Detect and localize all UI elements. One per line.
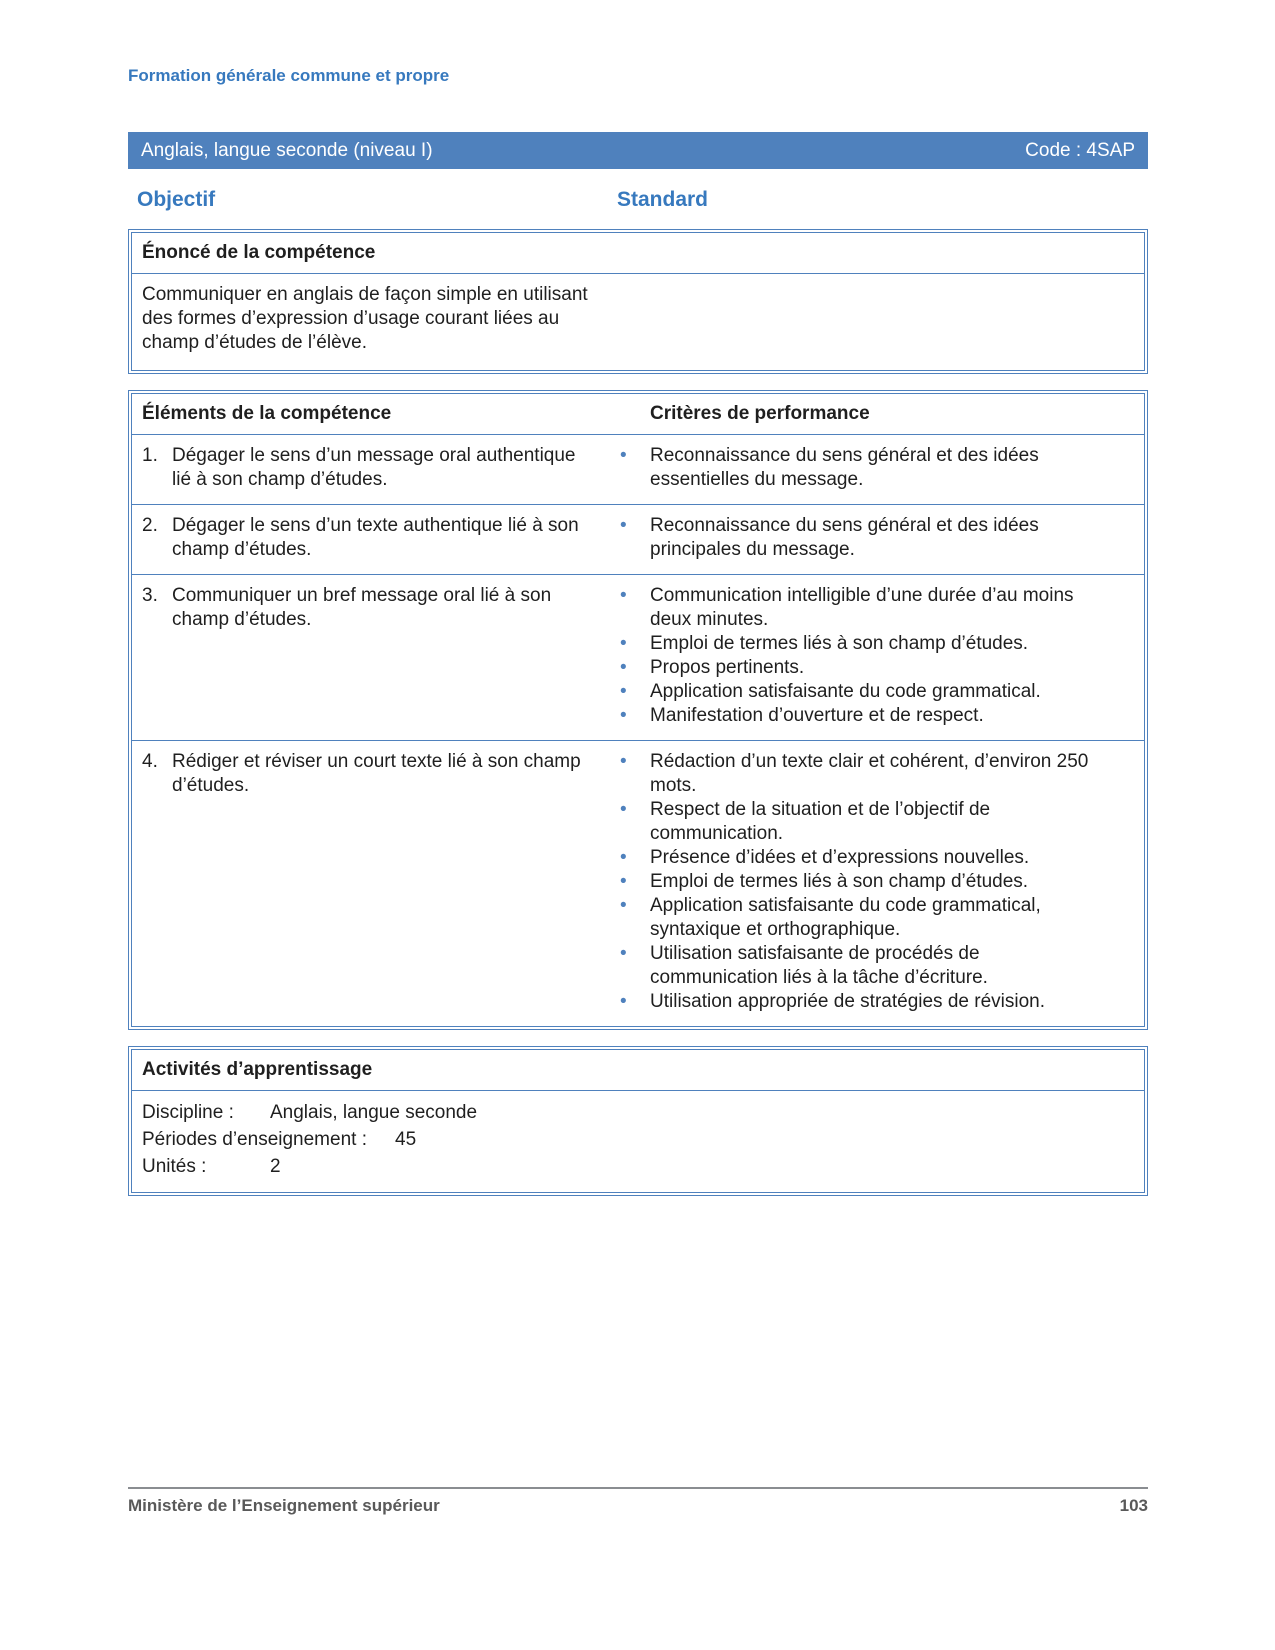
criterion-item	[617, 704, 1099, 728]
criterion-item	[617, 870, 1099, 894]
element-cell	[132, 505, 607, 574]
bullet-icon: •	[620, 871, 627, 892]
section-headings	[128, 188, 1148, 216]
bullet-icon: •	[620, 515, 627, 536]
criteria-cell	[607, 505, 1144, 574]
title-banner	[128, 132, 1148, 169]
criterion-text: Communication intelligible d’une durée d’au moins deux minutes.	[650, 585, 1074, 630]
table-row	[132, 574, 1144, 740]
numbered-item	[142, 514, 582, 562]
unites-row	[142, 1153, 1134, 1180]
enonce-text: Communiquer en anglais de façon simple en utilisant des formes d’expression d’usage courant liées au champ d’études de l’élève.	[142, 284, 588, 353]
discipline-label: Discipline :	[142, 1102, 234, 1123]
item-number: 1.	[142, 445, 158, 466]
unites-label: Unités :	[142, 1156, 207, 1177]
elements-box	[128, 390, 1148, 1030]
criteria-cell	[607, 741, 1144, 1026]
bullet-icon: •	[620, 991, 627, 1012]
criterion-item	[617, 846, 1099, 870]
numbered-item	[142, 584, 582, 632]
table-row	[132, 740, 1144, 1026]
criterion-item	[617, 632, 1099, 656]
criteres-column-header: Critères de performance	[650, 403, 870, 424]
criterion-text: Rédaction d’un texte clair et cohérent, d’environ 250 mots.	[650, 751, 1089, 796]
table-row	[132, 504, 1144, 574]
criterion-item	[617, 444, 1099, 492]
item-number: 4.	[142, 751, 158, 772]
criteria-cell	[607, 435, 1144, 504]
item-number: 2.	[142, 515, 158, 536]
criterion-text: Manifestation d’ouverture et de respect.	[650, 705, 984, 726]
criterion-text: Application satisfaisante du code grammatical, syntaxique et orthographique.	[650, 895, 1041, 940]
bullet-icon: •	[620, 799, 627, 820]
criterion-item	[617, 514, 1099, 562]
element-cell	[132, 575, 607, 740]
activites-box	[128, 1046, 1148, 1196]
enonce-body	[132, 274, 1144, 370]
criterion-item	[617, 942, 1099, 990]
criterion-text: Présence d’idées et d’expressions nouvelles.	[650, 847, 1030, 868]
unites-value: 2	[270, 1156, 281, 1177]
bullet-icon: •	[620, 633, 627, 654]
criterion-text: Respect de la situation et de l’objectif de communication.	[650, 799, 991, 844]
criterion-item	[617, 584, 1099, 632]
enonce-box-inner	[131, 232, 1145, 371]
enonce-header: Énoncé de la compétence	[132, 233, 1144, 274]
bullet-icon: •	[620, 943, 627, 964]
activites-box-inner	[131, 1049, 1145, 1193]
objectif-heading: Objectif	[137, 188, 216, 211]
criterion-text: Utilisation appropriée de stratégies de révision.	[650, 991, 1045, 1012]
criterion-text: Reconnaissance du sens général et des idées essentielles du message.	[650, 445, 1039, 490]
bullet-icon: •	[620, 705, 627, 726]
numbered-item	[142, 444, 582, 492]
table-row	[132, 435, 1144, 504]
discipline-row	[142, 1099, 1134, 1126]
bullet-icon: •	[620, 847, 627, 868]
criterion-item	[617, 990, 1099, 1014]
discipline-value: Anglais, langue seconde	[270, 1102, 478, 1123]
element-text: Communiquer un bref message oral lié à son champ d’études.	[172, 585, 552, 630]
criterion-item	[617, 750, 1099, 798]
elements-box-inner	[131, 393, 1145, 1027]
criterion-text: Emploi de termes liés à son champ d’études.	[650, 633, 1029, 654]
criterion-text: Propos pertinents.	[650, 657, 805, 678]
numbered-item	[142, 750, 582, 798]
footer-ministry: Ministère de l’Enseignement supérieur	[128, 1496, 440, 1515]
banner-title: Anglais, langue seconde (niveau I)	[141, 139, 433, 161]
criterion-text: Application satisfaisante du code grammatical.	[650, 681, 1041, 702]
bullet-icon: •	[620, 681, 627, 702]
criterion-item	[617, 656, 1099, 680]
activites-header: Activités d’apprentissage	[132, 1050, 1144, 1091]
standard-heading: Standard	[617, 188, 709, 211]
page-number: 103	[1119, 1496, 1148, 1515]
activites-body	[132, 1091, 1144, 1192]
banner-code: Code : 4SAP	[1025, 139, 1135, 161]
elements-column-header: Éléments de la compétence	[142, 403, 392, 424]
bullet-icon: •	[620, 751, 627, 772]
breadcrumb: Formation générale commune et propre	[128, 66, 450, 85]
element-cell	[132, 741, 607, 1026]
bullet-icon: •	[620, 445, 627, 466]
bullet-icon: •	[620, 895, 627, 916]
criterion-item	[617, 798, 1099, 846]
criterion-item	[617, 680, 1099, 704]
criterion-text: Utilisation satisfaisante de procédés de communication liés à la tâche d’écriture.	[650, 943, 988, 988]
document-page	[128, 0, 1148, 1196]
item-number: 3.	[142, 585, 158, 606]
criterion-item	[617, 894, 1099, 942]
criteria-cell	[607, 575, 1144, 740]
bullet-icon: •	[620, 657, 627, 678]
bullet-icon: •	[620, 585, 627, 606]
element-text: Dégager le sens d’un message oral authentique lié à son champ d’études.	[172, 445, 576, 490]
element-text: Dégager le sens d’un texte authentique lié à son champ d’études.	[172, 515, 579, 560]
criterion-text: Reconnaissance du sens général et des idées principales du message.	[650, 515, 1039, 560]
periodes-label: Périodes d’enseignement :	[142, 1129, 367, 1150]
elements-table-header	[132, 394, 1144, 435]
periodes-row	[142, 1126, 1134, 1153]
criterion-text: Emploi de termes liés à son champ d’études.	[650, 871, 1029, 892]
page-footer	[128, 1487, 1148, 1518]
element-text: Rédiger et réviser un court texte lié à son champ d’études.	[172, 751, 581, 796]
periodes-value: 45	[395, 1129, 417, 1150]
element-cell	[132, 435, 607, 504]
enonce-box	[128, 229, 1148, 374]
